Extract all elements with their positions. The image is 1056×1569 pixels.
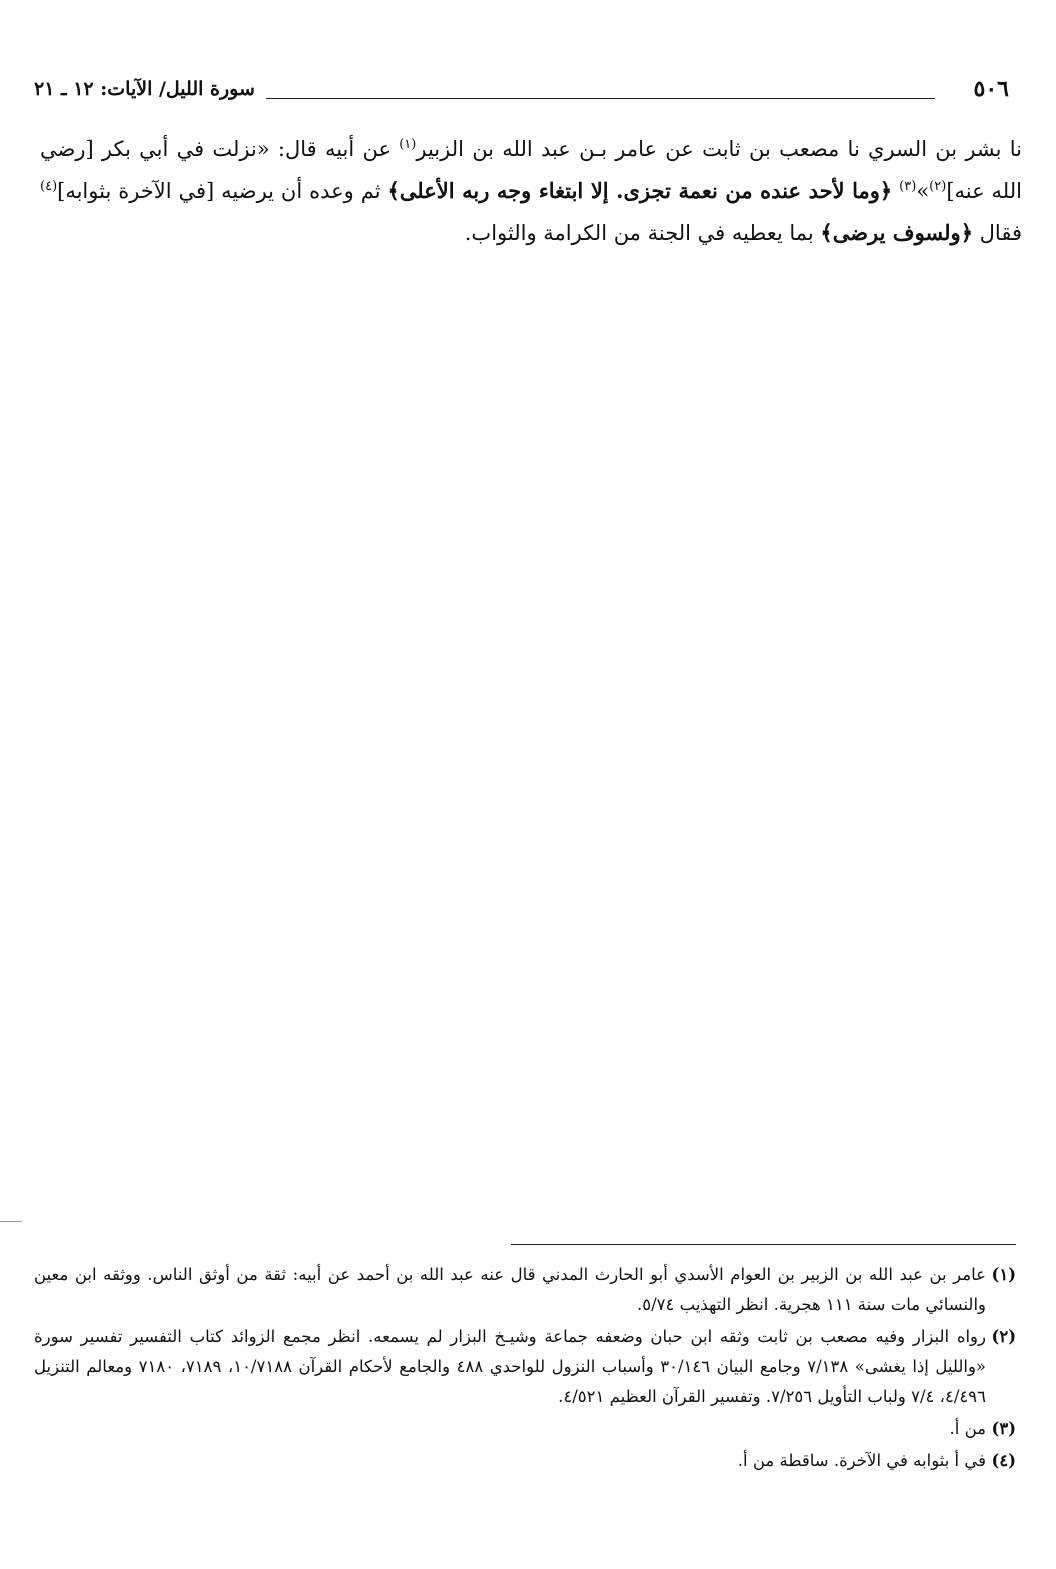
footnote — [34, 1322, 1016, 1412]
footnote-ref-2: (٢) — [929, 179, 947, 194]
text-segment: بما يعطيه في الجنة من الكرامة والثواب. — [464, 221, 821, 245]
text-segment: » — [916, 179, 930, 203]
footnote-text: من أ. — [949, 1419, 986, 1438]
text-segment: فقال — [973, 221, 1022, 245]
margin-mark — [0, 1221, 22, 1222]
footnote-number: (٤) — [991, 1451, 1016, 1470]
footnote — [34, 1414, 1016, 1444]
footnote — [34, 1446, 1016, 1476]
footnote-text: في أ بثوابه في الآخرة. ساقطة من أ. — [737, 1451, 986, 1470]
quran-verse: ﴿ولسوف يرضى﴾ — [820, 220, 973, 245]
page-number: ٥٠٦ — [973, 76, 1009, 102]
footnote-ref-4: (٤) — [40, 179, 58, 194]
footnote-number: (٢) — [991, 1327, 1016, 1346]
header-rule — [266, 98, 935, 99]
footnote — [34, 1260, 1016, 1320]
footnote-text: رواه البزار وفيه مصعب بن ثابت وثقه ابن حبان وضعفه جماعة وشيـخ البزار لم يسمعه. انظر مجمع الزوائد كتاب التفسير تفسير سورة «والليل إذا يغشى» ٧/١٣٨ وجامع البيان ٣٠/١٤٦ وأسباب النزول للواحدي ٤٨٨ والجامع لأحكام القرآن ١٠/٧١٨٨، ٧١٨٩، ٧١٨٠ ومعالم التنزيل ٤/٤٩٦، ٧/٤ ولباب التأويل ٧/٢٥٦. وتفسير القرآن العظيم ٤/٥٢١. — [34, 1327, 987, 1406]
text-segment: عن أبيه قال: «نزلت في أبي بكر [رضي الله عنه] — [40, 137, 1022, 203]
footnotes — [34, 1260, 1016, 1478]
quran-verse: ﴿وما لأحد عنده من نعمة تجزى. إلا ابتغاء وجه ربه الأعلى﴾ — [387, 178, 893, 203]
header-title: سورة الليل/ الآيات: ١٢ ـ ٢١ — [34, 78, 255, 100]
footnote-separator — [511, 1244, 1016, 1245]
main-paragraph — [40, 128, 1022, 254]
footnote-text: عامر بن عبد الله بن الزبير بن العوام الأسدي أبو الحارث المدني قال عنه عبد الله بن أحمد عن أبيه: ثقة من أوثق الناس. ووثقه ابن معين والنسائي مات سنة ١١١ هجرية. انظر التهذيب ٥/٧٤. — [34, 1265, 986, 1314]
footnote-ref-1: (١) — [399, 137, 417, 152]
main-text — [40, 128, 1022, 254]
footnote-ref-3: (٣) — [899, 179, 917, 194]
running-header — [34, 76, 1009, 110]
footnote-number: (١) — [991, 1265, 1016, 1284]
footnote-number: (٣) — [991, 1419, 1016, 1438]
text-segment: نا بشر بن السري نا مصعب بن ثابت عن عامر بـن عبد الله بن الزبير — [416, 137, 1022, 161]
text-segment: ثم وعده أن يرضيه [في الآخرة بثوابه] — [57, 179, 388, 203]
